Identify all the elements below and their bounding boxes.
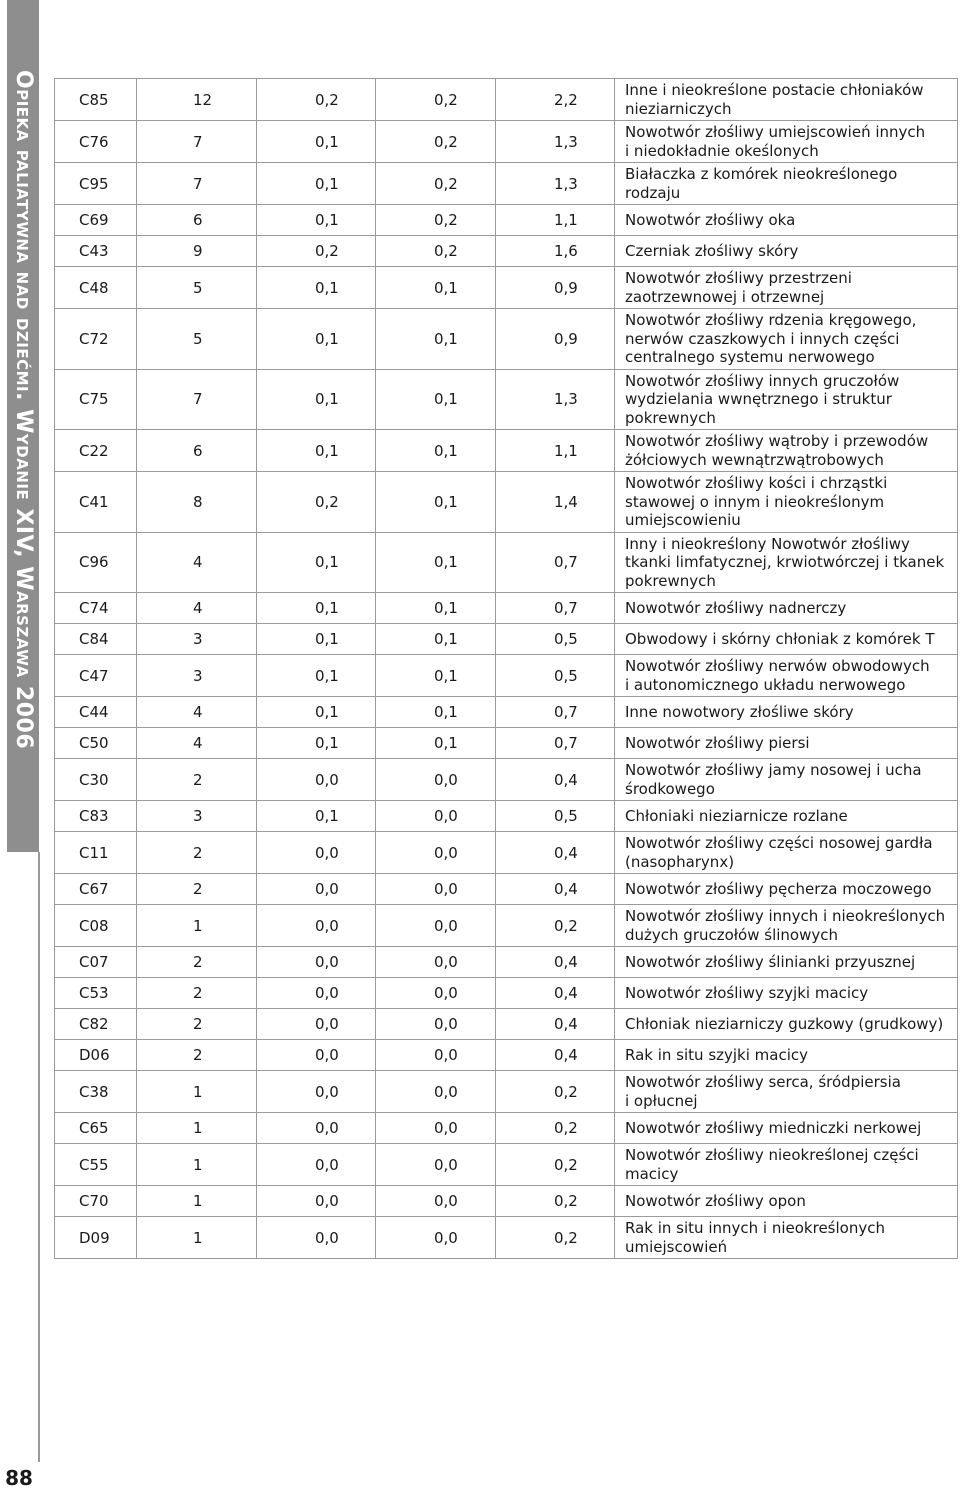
- value-b-cell: 0,2: [376, 163, 496, 205]
- value-a-cell: 0,1: [257, 309, 376, 370]
- value-b-cell: 0,0: [376, 1217, 496, 1259]
- description-cell: Nowotwór złośliwy opon: [615, 1186, 958, 1217]
- icd-code-cell: C30: [55, 759, 137, 801]
- value-b-cell: 0,1: [376, 624, 496, 655]
- description-cell: Nowotwór złośliwy innych gruczołów wydzielania wwnętrznego i struktur pokrewnych: [615, 369, 958, 430]
- value-a-cell: 0,0: [257, 905, 376, 947]
- table-row: [55, 624, 958, 655]
- count-cell: 2: [137, 832, 257, 874]
- description-cell: Chłoniaki nieziarnicze rozlane: [615, 801, 958, 832]
- icd-code-cell: C95: [55, 163, 137, 205]
- description-cell: Nowotwór złośliwy przestrzeni zaotrzewnowej i otrzewnej: [615, 267, 958, 309]
- table-body: [55, 79, 958, 1259]
- value-b-cell: 0,0: [376, 1186, 496, 1217]
- icd-code-cell: D06: [55, 1040, 137, 1071]
- description-cell: Obwodowy i skórny chłoniak z komórek T: [615, 624, 958, 655]
- icd-code-cell: C41: [55, 472, 137, 533]
- count-cell: 12: [137, 79, 257, 121]
- table-row: [55, 593, 958, 624]
- value-c-cell: 0,5: [496, 801, 615, 832]
- count-cell: 3: [137, 801, 257, 832]
- value-c-cell: 0,5: [496, 655, 615, 697]
- value-a-cell: 0,1: [257, 624, 376, 655]
- icd-code-cell: C70: [55, 1186, 137, 1217]
- table-row: [55, 728, 958, 759]
- count-cell: 4: [137, 532, 257, 593]
- icd-code-cell: C11: [55, 832, 137, 874]
- icd-code-cell: C76: [55, 121, 137, 163]
- value-a-cell: 0,1: [257, 121, 376, 163]
- description-cell: Inny i nieokreślony Nowotwór złośliwy tkanki limfatycznej, krwiotwórczej i tkanek pokrewnych: [615, 532, 958, 593]
- count-cell: 7: [137, 163, 257, 205]
- description-cell: Nowotwór złośliwy umiejscowień innych i niedokładnie okeślonych: [615, 121, 958, 163]
- count-cell: 1: [137, 1071, 257, 1113]
- value-c-cell: 0,9: [496, 309, 615, 370]
- description-cell: Nowotwór złośliwy nieokreślonej części macicy: [615, 1144, 958, 1186]
- count-cell: 5: [137, 267, 257, 309]
- icd-code-cell: C75: [55, 369, 137, 430]
- value-c-cell: 1,3: [496, 369, 615, 430]
- icd-code-cell: C96: [55, 532, 137, 593]
- description-cell: Nowotwór złośliwy serca, śródpiersia i opłucnej: [615, 1071, 958, 1113]
- count-cell: 4: [137, 697, 257, 728]
- table-row: [55, 1113, 958, 1144]
- value-c-cell: 0,4: [496, 874, 615, 905]
- icd-code-cell: D09: [55, 1217, 137, 1259]
- value-c-cell: 0,2: [496, 905, 615, 947]
- value-c-cell: 0,4: [496, 759, 615, 801]
- value-c-cell: 1,3: [496, 163, 615, 205]
- description-cell: Czerniak złośliwy skóry: [615, 236, 958, 267]
- icd-code-cell: C53: [55, 978, 137, 1009]
- value-a-cell: 0,1: [257, 532, 376, 593]
- value-b-cell: 0,0: [376, 947, 496, 978]
- value-c-cell: 0,4: [496, 832, 615, 874]
- table-row: [55, 1144, 958, 1186]
- value-c-cell: 2,2: [496, 79, 615, 121]
- value-a-cell: 0,0: [257, 1071, 376, 1113]
- icd-code-cell: C72: [55, 309, 137, 370]
- value-c-cell: 1,3: [496, 121, 615, 163]
- value-b-cell: 0,1: [376, 309, 496, 370]
- count-cell: 4: [137, 593, 257, 624]
- cancer-statistics-table: [54, 78, 958, 1259]
- table-row: [55, 874, 958, 905]
- value-b-cell: 0,0: [376, 1009, 496, 1040]
- count-cell: 9: [137, 236, 257, 267]
- table-row: [55, 697, 958, 728]
- value-b-cell: 0,1: [376, 430, 496, 472]
- icd-code-cell: C08: [55, 905, 137, 947]
- icd-code-cell: C55: [55, 1144, 137, 1186]
- table-row: [55, 532, 958, 593]
- table-row: [55, 655, 958, 697]
- table-row: [55, 121, 958, 163]
- value-a-cell: 0,1: [257, 593, 376, 624]
- table-row: [55, 1009, 958, 1040]
- value-a-cell: 0,0: [257, 874, 376, 905]
- table-row: [55, 369, 958, 430]
- value-c-cell: 0,7: [496, 532, 615, 593]
- value-a-cell: 0,0: [257, 1217, 376, 1259]
- value-c-cell: 0,7: [496, 728, 615, 759]
- value-b-cell: 0,0: [376, 978, 496, 1009]
- running-title: Opieka paliatywna nad dziećmi. Wydanie XIV, Warszawa 2006: [11, 70, 36, 750]
- value-c-cell: 0,2: [496, 1186, 615, 1217]
- value-c-cell: 0,4: [496, 947, 615, 978]
- value-b-cell: 0,2: [376, 79, 496, 121]
- value-a-cell: 0,1: [257, 655, 376, 697]
- description-cell: Nowotwór złośliwy rdzenia kręgowego, nerwów czaszkowych i innych części centralnego systemu nerwowego: [615, 309, 958, 370]
- icd-code-cell: C74: [55, 593, 137, 624]
- count-cell: 1: [137, 1186, 257, 1217]
- value-a-cell: 0,0: [257, 1009, 376, 1040]
- value-a-cell: 0,0: [257, 978, 376, 1009]
- table-row: [55, 163, 958, 205]
- count-cell: 1: [137, 1113, 257, 1144]
- description-cell: Nowotwór złośliwy jamy nosowej i ucha środkowego: [615, 759, 958, 801]
- table-row: [55, 1071, 958, 1113]
- icd-code-cell: C67: [55, 874, 137, 905]
- value-a-cell: 0,0: [257, 832, 376, 874]
- value-b-cell: 0,0: [376, 1113, 496, 1144]
- count-cell: 2: [137, 759, 257, 801]
- count-cell: 6: [137, 205, 257, 236]
- table-row: [55, 1040, 958, 1071]
- value-a-cell: 0,1: [257, 430, 376, 472]
- icd-code-cell: C48: [55, 267, 137, 309]
- icd-code-cell: C84: [55, 624, 137, 655]
- value-c-cell: 0,4: [496, 1040, 615, 1071]
- value-c-cell: 0,2: [496, 1217, 615, 1259]
- description-cell: Inne nowotwory złośliwe skóry: [615, 697, 958, 728]
- icd-code-cell: C43: [55, 236, 137, 267]
- table-row: [55, 1186, 958, 1217]
- icd-code-cell: C47: [55, 655, 137, 697]
- description-cell: Nowotwór złośliwy kości i chrząstki stawowej o innym i nieokreślonym umiejscowieniu: [615, 472, 958, 533]
- value-b-cell: 0,1: [376, 697, 496, 728]
- value-b-cell: 0,1: [376, 593, 496, 624]
- value-c-cell: 0,4: [496, 978, 615, 1009]
- count-cell: 8: [137, 472, 257, 533]
- table-row: [55, 947, 958, 978]
- description-cell: Inne i nieokreślone postacie chłoniaków nieziarniczych: [615, 79, 958, 121]
- value-a-cell: 0,1: [257, 163, 376, 205]
- table-row: [55, 832, 958, 874]
- count-cell: 2: [137, 978, 257, 1009]
- icd-code-cell: C85: [55, 79, 137, 121]
- count-cell: 2: [137, 1040, 257, 1071]
- value-c-cell: 0,7: [496, 697, 615, 728]
- description-cell: Rak in situ szyjki macicy: [615, 1040, 958, 1071]
- count-cell: 4: [137, 728, 257, 759]
- value-b-cell: 0,2: [376, 205, 496, 236]
- value-a-cell: 0,1: [257, 697, 376, 728]
- value-a-cell: 0,1: [257, 801, 376, 832]
- description-cell: Nowotwór złośliwy nerwów obwodowych i autonomicznego układu nerwowego: [615, 655, 958, 697]
- value-a-cell: 0,0: [257, 759, 376, 801]
- value-c-cell: 1,1: [496, 205, 615, 236]
- count-cell: 1: [137, 1217, 257, 1259]
- description-cell: Nowotwór złośliwy miedniczki nerkowej: [615, 1113, 958, 1144]
- value-c-cell: 0,4: [496, 1009, 615, 1040]
- value-a-cell: 0,0: [257, 1113, 376, 1144]
- page-number: 88: [5, 1466, 33, 1490]
- value-c-cell: 0,5: [496, 624, 615, 655]
- value-c-cell: 0,2: [496, 1071, 615, 1113]
- value-a-cell: 0,1: [257, 728, 376, 759]
- count-cell: 6: [137, 430, 257, 472]
- value-b-cell: 0,2: [376, 236, 496, 267]
- description-cell: Nowotwór złośliwy innych i nieokreślonych dużych gruczołów ślinowych: [615, 905, 958, 947]
- icd-code-cell: C83: [55, 801, 137, 832]
- count-cell: 7: [137, 369, 257, 430]
- icd-code-cell: C50: [55, 728, 137, 759]
- value-c-cell: 1,6: [496, 236, 615, 267]
- value-b-cell: 0,0: [376, 801, 496, 832]
- value-b-cell: 0,1: [376, 532, 496, 593]
- icd-code-cell: C07: [55, 947, 137, 978]
- icd-code-cell: C38: [55, 1071, 137, 1113]
- value-b-cell: 0,0: [376, 1040, 496, 1071]
- table-row: [55, 978, 958, 1009]
- value-b-cell: 0,1: [376, 655, 496, 697]
- value-b-cell: 0,0: [376, 874, 496, 905]
- count-cell: 1: [137, 1144, 257, 1186]
- value-a-cell: 0,1: [257, 267, 376, 309]
- table-row: [55, 430, 958, 472]
- table-row: [55, 79, 958, 121]
- count-cell: 2: [137, 874, 257, 905]
- count-cell: 2: [137, 1009, 257, 1040]
- table-row: [55, 267, 958, 309]
- count-cell: 2: [137, 947, 257, 978]
- value-a-cell: 0,1: [257, 369, 376, 430]
- description-cell: Białaczka z komórek nieokreślonego rodzaju: [615, 163, 958, 205]
- count-cell: 3: [137, 624, 257, 655]
- description-cell: Chłoniak nieziarniczy guzkowy (grudkowy): [615, 1009, 958, 1040]
- icd-code-cell: C44: [55, 697, 137, 728]
- value-c-cell: 1,4: [496, 472, 615, 533]
- value-b-cell: 0,2: [376, 121, 496, 163]
- description-cell: Nowotwór złośliwy piersi: [615, 728, 958, 759]
- description-cell: Nowotwór złośliwy wątroby i przewodów żółciowych wewnątrzwątrobowych: [615, 430, 958, 472]
- table-row: [55, 759, 958, 801]
- icd-code-cell: C82: [55, 1009, 137, 1040]
- value-a-cell: 0,2: [257, 236, 376, 267]
- value-a-cell: 0,0: [257, 947, 376, 978]
- description-cell: Nowotwór złośliwy szyjki macicy: [615, 978, 958, 1009]
- description-cell: Rak in situ innych i nieokreślonych umiejscowień: [615, 1217, 958, 1259]
- value-a-cell: 0,2: [257, 79, 376, 121]
- description-cell: Nowotwór złośliwy nadnerczy: [615, 593, 958, 624]
- icd-code-cell: C22: [55, 430, 137, 472]
- value-c-cell: 0,7: [496, 593, 615, 624]
- value-b-cell: 0,1: [376, 267, 496, 309]
- value-b-cell: 0,1: [376, 472, 496, 533]
- description-cell: Nowotwór złośliwy ślinianki przyusznej: [615, 947, 958, 978]
- count-cell: 1: [137, 905, 257, 947]
- value-a-cell: 0,2: [257, 472, 376, 533]
- description-cell: Nowotwór złośliwy oka: [615, 205, 958, 236]
- value-c-cell: 0,2: [496, 1144, 615, 1186]
- table-row: [55, 801, 958, 832]
- table-row: [55, 1217, 958, 1259]
- count-cell: 3: [137, 655, 257, 697]
- value-b-cell: 0,1: [376, 728, 496, 759]
- value-b-cell: 0,1: [376, 369, 496, 430]
- count-cell: 7: [137, 121, 257, 163]
- description-cell: Nowotwór złośliwy pęcherza moczowego: [615, 874, 958, 905]
- value-a-cell: 0,0: [257, 1040, 376, 1071]
- value-c-cell: 0,2: [496, 1113, 615, 1144]
- value-a-cell: 0,1: [257, 205, 376, 236]
- icd-code-cell: C65: [55, 1113, 137, 1144]
- table-row: [55, 309, 958, 370]
- description-cell: Nowotwór złośliwy części nosowej gardła (nasopharynx): [615, 832, 958, 874]
- table-row: [55, 472, 958, 533]
- value-b-cell: 0,0: [376, 832, 496, 874]
- table-row: [55, 905, 958, 947]
- sidebar-rule: [38, 852, 40, 1462]
- count-cell: 5: [137, 309, 257, 370]
- value-c-cell: 0,9: [496, 267, 615, 309]
- value-b-cell: 0,0: [376, 759, 496, 801]
- value-b-cell: 0,0: [376, 1071, 496, 1113]
- table-row: [55, 236, 958, 267]
- value-b-cell: 0,0: [376, 1144, 496, 1186]
- value-a-cell: 0,0: [257, 1144, 376, 1186]
- value-b-cell: 0,0: [376, 905, 496, 947]
- icd-code-cell: C69: [55, 205, 137, 236]
- value-a-cell: 0,0: [257, 1186, 376, 1217]
- value-c-cell: 1,1: [496, 430, 615, 472]
- table-row: [55, 205, 958, 236]
